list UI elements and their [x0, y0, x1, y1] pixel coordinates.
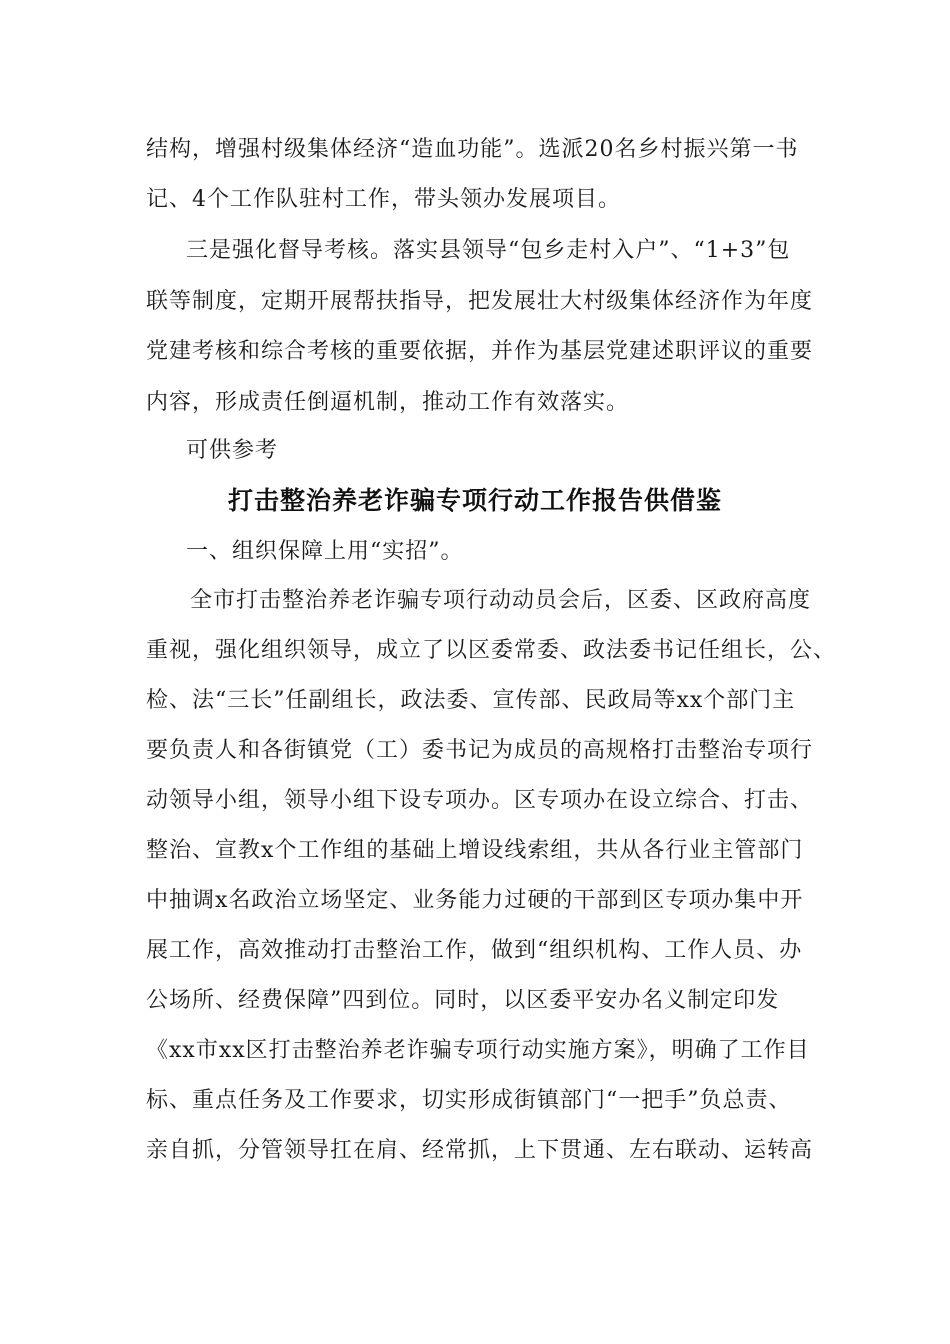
paragraph-line: 全市打击整治养老诈骗专项行动动员会后，区委、区政府高度: [190, 588, 812, 613]
paragraph-line: 内容，形成责任倒逼机制，推动工作有效落实。: [146, 390, 630, 415]
paragraph-line: 整治、宣教x个工作组的基础上增设线索组，共从各行业主管部门: [146, 838, 804, 863]
document-title: 打击整治养老诈骗专项行动工作报告供借鉴: [227, 486, 722, 515]
reference-note: 可供参考: [186, 438, 279, 463]
paragraph-line: 亲自抓，分管领导扛在肩、经常抓，上下贯通、左右联动、运转高: [146, 1138, 814, 1163]
paragraph-line: 记、4个工作队驻村工作，带头领办发展项目。: [146, 187, 621, 212]
paragraph-line: 要负责人和各街镇党（工）委书记为成员的高规格打击整治专项行: [146, 738, 814, 763]
paragraph-line: 党建考核和综合考核的重要依据，并作为基层党建述职评议的重要: [146, 339, 814, 364]
paragraph-line: 标、重点任务及工作要求，切实形成街镇部门“一把手”负总责、: [146, 1088, 792, 1113]
paragraph-line: 《xx市xx区打击整治养老诈骗专项行动实施方案》，明确了工作目: [146, 1038, 810, 1063]
paragraph-line: 展工作，高效推动打击整治工作，做到“组织机构、工作人员、办: [146, 938, 803, 963]
paragraph-line: 检、法“三长”任副组长，政法委、宣传部、民政局等xx个部门主: [146, 688, 796, 713]
paragraph-line: 结构，增强村级集体经济“造血功能”。选派20名乡村振兴第一书: [146, 137, 799, 162]
paragraph-line: 动领导小组，领导小组下设专项办。区专项办在设立综合、打击、: [146, 788, 814, 813]
paragraph-line: 重视，强化组织领导，成立了以区委常委、政法委书记任组长，公、: [146, 638, 837, 663]
paragraph-line: 公场所、经费保障”四到位。同时，以区委平安办名义制定印发: [146, 988, 780, 1013]
paragraph-line: 联等制度，定期开展帮扶指导，把发展壮大村级集体经济作为年度: [146, 289, 814, 314]
paragraph-line: 中抽调x名政治立场坚定、业务能力过硬的干部到区专项办集中开: [146, 888, 804, 913]
section-heading: 一、组织保障上用“实招”。: [186, 539, 464, 564]
paragraph-line: 三是强化督导考核。落实县领导“包乡走村入户”、“1+3”包: [186, 238, 791, 263]
